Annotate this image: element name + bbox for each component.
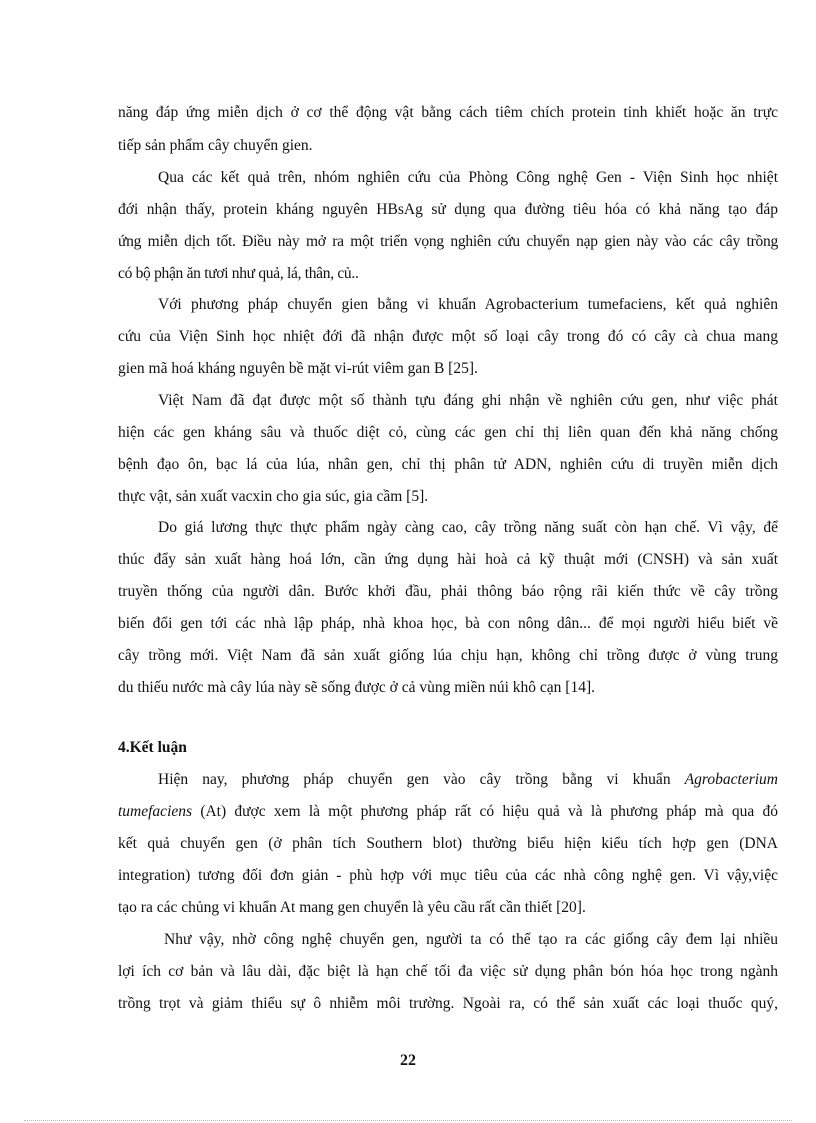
conclusion-p1-line-4: integration) tương đối đơn giản - phù hợp với mục tiêu của các nhà công nghệ gen. Vì vậy,việc — [118, 867, 778, 884]
paragraph-3-line-1: Với phương pháp chuyển gien bằng vi khuẩn Agrobacterium tumefaciens, kết quả nghiên — [158, 296, 778, 313]
paragraph-3-line-2: cứu của Viện Sinh học nhiệt đới đã nhận được một số loại cây trong đó có cây cà chua mang — [118, 328, 778, 345]
conclusion-p2-line-1: Như vậy, nhờ công nghệ chuyển gen, người ta có thể tạo ra các giống cây đem lại nhiều — [164, 931, 778, 948]
section-heading: 4.Kết luận — [118, 739, 187, 756]
page-number: 22 — [400, 1052, 416, 1069]
species-name-italic: tumefaciens — [118, 803, 193, 820]
paragraph-4-line-3: bệnh đạo ôn, bạc lá của lúa, nhân gen, chỉ thị phân tử ADN, nghiên cứu di truyền miễn dịch — [118, 456, 778, 473]
paragraph-5-line-5: cây trồng mới. Việt Nam đã sản xuất giống lúa chịu hạn, không chỉ trồng được ở vùng trung — [118, 647, 778, 664]
paragraph-4-line-1: Việt Nam đã đạt được một số thành tựu đáng ghi nhận về nghiên cứu gen, như việc phát — [158, 392, 778, 409]
conclusion-p1-line-1 — [158, 770, 778, 790]
paragraph-3-line-3: gien mã hoá kháng nguyên bề mặt vi-rút viêm gan B [25]. — [118, 360, 478, 377]
paragraph-2-line-4: có bộ phận ăn tươi như quả, lá, thân, củ.. — [118, 265, 359, 282]
conclusion-p2-line-2: lợi ích cơ bản và lâu dài, đặc biệt là hạn chế tối đa việc sử dụng phân bón hóa học trong ngành — [118, 963, 778, 980]
conclusion-p1-text: Hiện nay, phương pháp chuyển gen vào cây trồng bằng vi khuẩn — [158, 771, 685, 788]
conclusion-p1-text: (At) được xem là một phương pháp rất có hiệu quả và là phương pháp mà qua đó — [192, 803, 778, 820]
species-name-italic: Agrobacterium — [684, 771, 778, 788]
page-bottom-divider — [24, 1120, 792, 1121]
paragraph-1-line-1: năng đáp ứng miễn dịch ở cơ thể động vật bằng cách tiêm chích protein tinh khiết hoặc ăn trực — [118, 104, 778, 121]
paragraph-4-line-2: hiện các gen kháng sâu và thuốc diệt cỏ, cùng các gen chỉ thị liên quan đến khả năng chống — [118, 424, 778, 441]
conclusion-p2-line-3: trồng trọt và giảm thiểu sự ô nhiễm môi trường. Ngoài ra, có thể sản xuất các loại thuốc quý, — [118, 995, 778, 1012]
paragraph-5-line-3: truyền thống của người dân. Bước khởi đầu, phải thông báo rộng rãi kiến thức về cây trồng — [118, 583, 778, 600]
paragraph-2-line-2: đới nhận thấy, protein kháng nguyên HBsAg sử dụng qua đường tiêu hóa có khả năng tạo đáp — [118, 201, 778, 218]
paragraph-1-line-2: tiếp sản phẩm cây chuyển gien. — [118, 137, 313, 154]
conclusion-p1-line-5: tạo ra các chủng vi khuẩn At mang gen chuyển là yêu cầu rất cần thiết [20]. — [118, 899, 586, 916]
paragraph-4-line-4: thực vật, sản xuất vacxin cho gia súc, gia cầm [5]. — [118, 488, 429, 505]
conclusion-p1-line-2 — [118, 802, 778, 822]
paragraph-5-line-1: Do giá lương thực thực phẩm ngày càng cao, cây trồng năng suất còn hạn chế. Vì vậy, để — [158, 519, 778, 536]
paragraph-2-line-3: ứng miễn dịch tốt. Điều này mở ra một triển vọng nghiên cứu chuyển nạp gien này vào các cây trồng — [118, 233, 778, 250]
paragraph-5-line-6: du thiếu nước mà cây lúa này sẽ sống được ở cả vùng miền núi khô cạn [14]. — [118, 679, 595, 696]
paragraph-5-line-2: thúc đẩy sản xuất hàng hoá lớn, cần ứng dụng hài hoà cả kỹ thuật mới (CNSH) và sản xuất — [118, 551, 778, 568]
paragraph-2-line-1: Qua các kết quả trên, nhóm nghiên cứu của Phòng Công nghệ Gen - Viện Sinh học nhiệt — [158, 169, 778, 186]
paragraph-5-line-4: biến đổi gen tới các nhà lập pháp, nhà khoa học, bà con nông dân... để mọi người hiểu biết về — [118, 615, 778, 632]
conclusion-p1-line-3: kết quả chuyển gen (ở phân tích Southern blot) thường biểu hiện kiểu tích hợp gen (DNA — [118, 835, 778, 852]
